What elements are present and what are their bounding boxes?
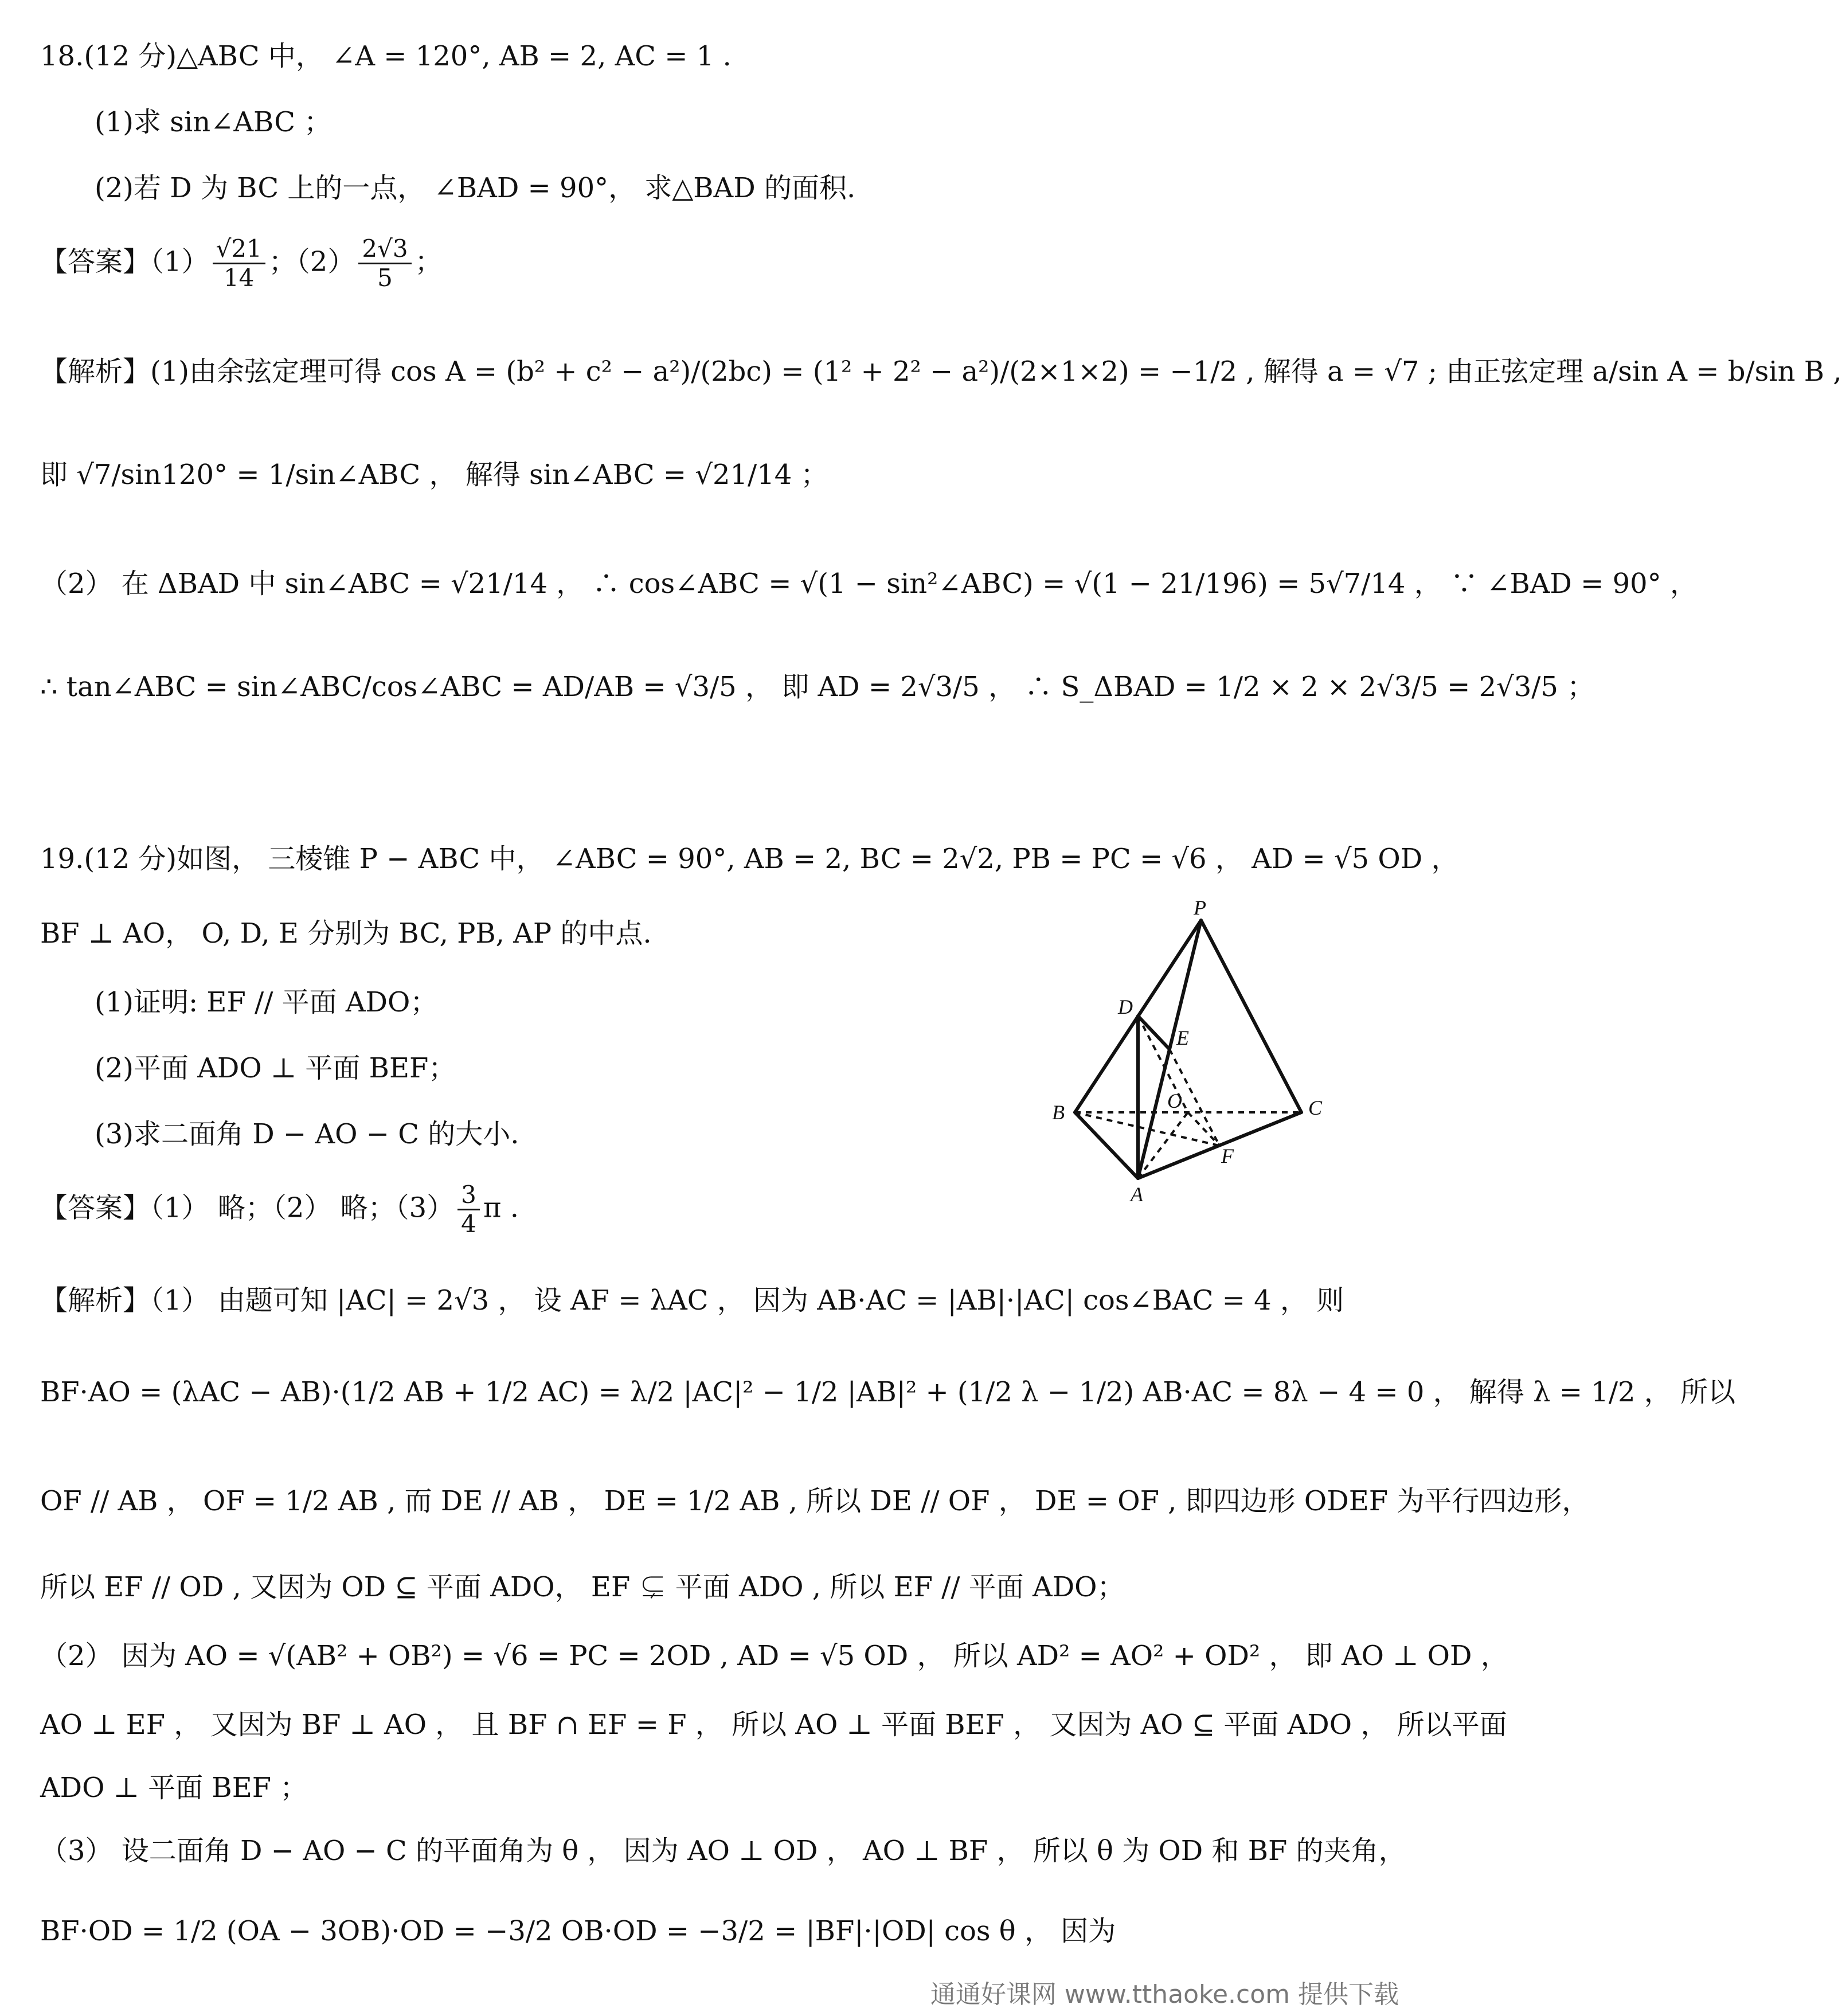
q19-solution-line-1 (40, 1284, 1387, 1318)
label-E: E (1176, 1026, 1189, 1049)
q19-solution-line-3: OF // AB ， OF = 1/2 AB , 而 DE // AB ， DE = 1/2 AB , 所以 DE // OF ， DE = OF , 即四边形 ODEF 为平行四边形， (40, 1485, 1590, 1517)
answer-part1-label: （1） (150, 245, 209, 278)
q19-solution-line-2: BF·AO = (λAC − AB)·(1/2 AB + 1/2 AC) = λ/2 |AC|² − 1/2 |AB|² + (1/2 λ − 1/2) AB·AC = 8λ − 4 = 0 ， 解得 λ = 1/2 ， 所以 (40, 1376, 1736, 1408)
q19-solution-line-9: BF·OD = 1/2 (OA − 3OB)·OD = −3/2 OB·OD = −3/2 = |BF|·|OD| cos θ ， 因为 (40, 1915, 1116, 1947)
fraction-numerator: √21 (213, 235, 265, 264)
q18-answer (40, 235, 1387, 292)
q18-solution-line-1 (40, 355, 1842, 389)
edge-PC (1201, 920, 1301, 1112)
solution-label: 【解析】 (40, 355, 151, 388)
solution-text: （1） 由题可知 |AC| = 2√3 ， 设 AF = λAC ， 因为 AB·AC = |AB|·|AC| cos∠BAC = 4 ， 则 (150, 1284, 1344, 1316)
fraction-numerator: 2√3 (358, 235, 411, 264)
q19-part1: (1)证明: EF // 平面 ADO； (95, 986, 438, 1018)
fraction-denominator: 4 (461, 1210, 476, 1238)
q19-solution-line-6: AO ⊥ EF ， 又因为 BF ⊥ AO ， 且 BF ∩ EF = F ， 所以 AO ⊥ 平面 BEF ， 又因为 AO ⊆ 平面 ADO ， 所以平面 (40, 1709, 1507, 1741)
q18-stem: 18.(12 分)△ABC 中， ∠A = 120°, AB = 2, AC = 1 . (40, 40, 732, 72)
answer-fraction-2 (358, 235, 411, 292)
label-D: D (1118, 995, 1133, 1018)
solution-label: 【解析】 (40, 1284, 151, 1316)
q18-solution-line-4: ∴ tan∠ABC = sin∠ABC/cos∠ABC = AD/AB = √3/5 ， 即 AD = 2√3/5 ， ∴ S_ΔBAD = 1/2 × 2 × 2√3/5 = 2√3/5 ； (40, 671, 1595, 703)
q18-part1: (1)求 sin∠ABC ； (95, 106, 332, 138)
q19-stem-line-1: 19.(12 分)如图， 三棱锥 P − ABC 中， ∠ABC = 90°, AB = 2, BC = 2√2, PB = PC = √6 ， AD = √5 OD ， (40, 843, 1459, 875)
answer-end: ； (414, 245, 443, 278)
label-F: F (1221, 1144, 1234, 1167)
answer-label: 【答案】 (40, 1191, 151, 1224)
q19-solution-line-4: 所以 EF // OD , 又因为 OD ⊆ 平面 ADO， EF ⊊ 平面 ADO , 所以 EF // 平面 ADO； (40, 1571, 1125, 1603)
label-A: A (1131, 1183, 1143, 1206)
edge-BA (1075, 1112, 1138, 1178)
q19-solution-line-8: （3） 设二面角 D − AO − C 的平面角为 θ ， 因为 AO ⊥ OD ， AO ⊥ BF ， 所以 θ 为 OD 和 BF 的夹角， (40, 1835, 1406, 1867)
answer-pi: π . (483, 1191, 519, 1224)
solution-text: (1)由余弦定理可得 cos A = (b² + c² − a²)/(2bc) = (1² + 2² − a²)/(2×1×2) = −1/2 , 解得 a = √7 ; 由正弦定理 a/sin A = b/sin B , (150, 355, 1842, 388)
answer-fraction-1 (213, 235, 265, 292)
segment-DE (1138, 1016, 1170, 1049)
label-C: C (1308, 1096, 1323, 1119)
q19-solution-line-5: （2） 因为 AO = √(AB² + OB²) = √6 = PC = 2OD , AD = √5 OD ， 所以 AD² = AO² + OD² ， 即 AO ⊥ OD ， (40, 1640, 1508, 1672)
q18-solution-line-2: 即 √7/sin120° = 1/sin∠ABC ， 解得 sin∠ABC = √21/14 ； (40, 459, 828, 491)
q19-solution-line-7: ADO ⊥ 平面 BEF ； (40, 1772, 308, 1804)
fraction-denominator: 14 (223, 264, 255, 292)
q18-solution-line-3: （2） 在 ΔBAD 中 sin∠ABC = √21/14 ， ∴ cos∠ABC = √(1 − sin²∠ABC) = √(1 − 21/196) = 5√7/14 ， ∵ ∠BAD = 90° ， (40, 568, 1698, 600)
answer-text: （1） 略；（2） 略；（3） (150, 1191, 455, 1224)
label-B: B (1052, 1101, 1065, 1124)
q19-part3: (3)求二面角 D − AO − C 的大小. (95, 1118, 519, 1150)
answer-part2-label: ；（2） (268, 245, 355, 278)
q18-part2: (2)若 D 为 BC 上的一点， ∠BAD = 90°， 求△BAD 的面积. (95, 172, 856, 204)
fraction-numerator: 3 (457, 1181, 480, 1210)
segment-OF (1188, 1112, 1219, 1146)
tetrahedron-figure (1049, 896, 1370, 1210)
q19-stem-line-2: BF ⊥ AO， O, D, E 分别为 BC, PB, AP 的中点. (40, 917, 652, 950)
fraction-denominator: 5 (377, 264, 393, 292)
label-P: P (1194, 896, 1206, 919)
answer-label: 【答案】 (40, 245, 151, 278)
q19-part2: (2)平面 ADO ⊥ 平面 BEF； (95, 1052, 456, 1084)
label-O: O (1167, 1089, 1182, 1112)
watermark-text: 通通好课网 www.tthaoke.com 提供下载 (930, 1980, 1399, 2009)
answer-fraction (457, 1181, 480, 1238)
